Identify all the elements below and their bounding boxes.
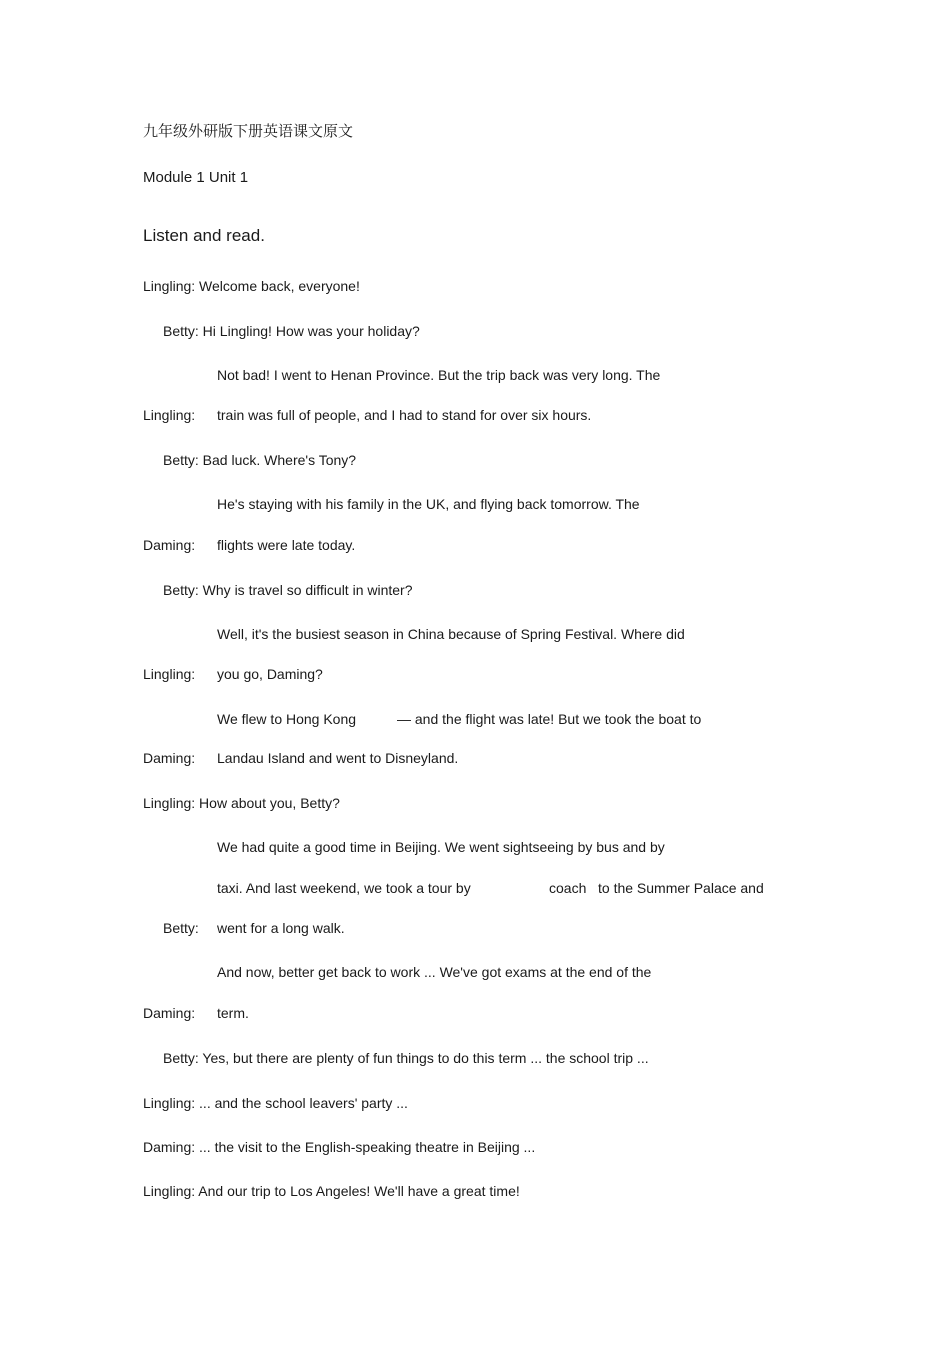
dialogue-line: Lingling: And our trip to Los Angeles! We'll have a great time! bbox=[143, 1183, 520, 1199]
speaker-label: Daming: bbox=[143, 537, 196, 553]
speaker-label: Lingling: bbox=[143, 407, 196, 423]
dialogue-line: And now, better get back to work ... We've got exams at the end of the bbox=[217, 964, 652, 980]
dialogue-line: train was full of people, and I had to stand for over six hours. bbox=[217, 407, 592, 423]
speaker-label: Betty: bbox=[163, 920, 199, 936]
dialogue-line: Lingling: ... and the school leavers' party ... bbox=[143, 1095, 408, 1111]
dialogue-line: Lingling: Welcome back, everyone! bbox=[143, 278, 360, 294]
dialogue-line: Daming: ... the visit to the English-speaking theatre in Beijing ... bbox=[143, 1139, 536, 1155]
section-heading: Listen and read. bbox=[143, 226, 265, 245]
dialogue-line: We flew to Hong Kong bbox=[217, 711, 357, 727]
dialogue-line: Betty: Yes, but there are plenty of fun things to do this term ... the school trip ... bbox=[163, 1050, 649, 1066]
dialogue-line: flights were late today. bbox=[217, 537, 356, 553]
dialogue-line: — and the flight was late! But we took the boat to bbox=[397, 711, 702, 727]
speaker-label: Lingling: bbox=[143, 666, 196, 682]
dialogue-line: Well, it's the busiest season in China because of Spring Festival. Where did bbox=[217, 626, 685, 642]
module-heading: Module 1 Unit 1 bbox=[143, 169, 249, 186]
dialogue-line: Not bad! I went to Henan Province. But the trip back was very long. The bbox=[217, 367, 661, 383]
dialogue-line: Landau Island and went to Disneyland. bbox=[217, 750, 459, 766]
dialogue-line: term. bbox=[217, 1005, 249, 1021]
dialogue-line: you go, Daming? bbox=[217, 666, 323, 682]
dialogue-line: coach bbox=[549, 880, 587, 896]
dialogue-line: went for a long walk. bbox=[217, 920, 345, 936]
dialogue-line: taxi. And last weekend, we took a tour by bbox=[217, 880, 471, 896]
dialogue-line: Betty: Hi Lingling! How was your holiday? bbox=[163, 323, 420, 339]
speaker-label: Daming: bbox=[143, 1005, 196, 1021]
document-title: 九年级外研版下册英语课文原文 bbox=[143, 122, 354, 140]
dialogue-line: Betty: Bad luck. Where's Tony? bbox=[163, 452, 357, 468]
dialogue-line: We had quite a good time in Beijing. We went sightseeing by bus and by bbox=[217, 839, 665, 855]
dialogue-line: He's staying with his family in the UK, and flying back tomorrow. The bbox=[217, 496, 640, 512]
dialogue-line: Lingling: How about you, Betty? bbox=[143, 795, 340, 811]
speaker-label: Daming: bbox=[143, 750, 196, 766]
dialogue-line: to the Summer Palace and bbox=[598, 880, 764, 896]
dialogue-line: Betty: Why is travel so difficult in winter? bbox=[163, 582, 413, 598]
